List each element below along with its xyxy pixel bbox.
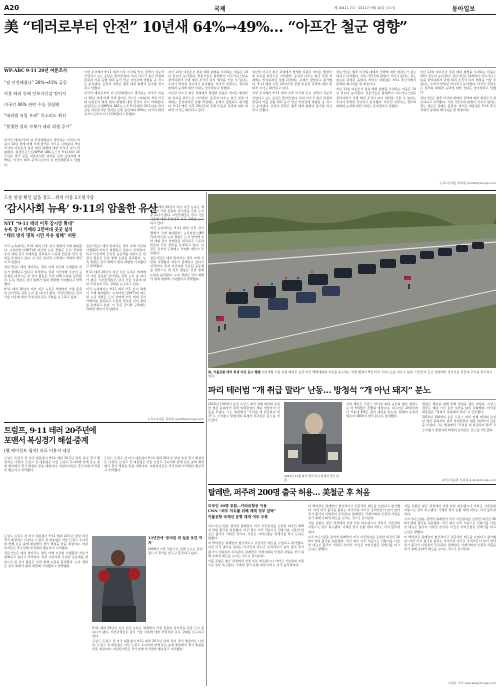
story2-sub-3: “테러 방지 명목 시민 자유 침해” 비판 — [4, 234, 77, 239]
story5-col-2-text-b: 카불 공항은 철군 과정에서 상당 부분 파손됐으나 카타르 기술팀의 지원으로 일부 복구됐다. 국제선 정기 운항 재개 여부는 아직 불투명하다. — [308, 521, 400, 534]
story5-byline: 이청아 기자 clearlee@donga.com — [447, 681, 496, 685]
story5-col-3 — [404, 504, 496, 678]
story4-col-3-text: 도널드 트럼프 전 미국 대통령이 9·11 테러 20주년 당일 복싱 경기 해설자로 나선다. 트럼프 전 대통령은 아들 트럼프 주니어와 함께 유료 중계 채널에서 경기 해설을 맡을 예정이다. 비판론자들은 추모일에 부적절한 행보라고 지적했다. — [4, 534, 88, 551]
top-kicker-line-3: 카불 테러 등에 안보자신감 떨어져 — [4, 91, 66, 96]
top-col-6-text: 지난 11일 여론조사 결과 테러 위협을 우려하는 비율은 10년 전보다 높아졌다. 전문가들은 탈레반이 아프가니스탄을 장악하면서 국제 테러 조직이 다시 세력을 키울 수 있다는 우려가 반영된 것이라고 분석했다. 미국인 상당수는 정부의 대테러 능력에 대한 신뢰도 낮아졌다고 답했다. — [420, 70, 496, 95]
story2-sub-1: NYT “9·11 테러 이후 감시망 확대” — [4, 222, 75, 227]
paper-name: 동아일보 — [452, 6, 476, 13]
page-number: A20 — [4, 4, 20, 12]
main-photo-caption-text: 지난 8월 카불 공항 테러로 숨진 미군 해병대원의 시신을 운구하는 차량 행렬이 9일 미국 고속도로를 지나고 있다. 시민들이 도로 양옆에서 성조기를 흔들며 고인을 추모하고 있다. — [208, 370, 493, 379]
story2-col-1-text: 미국 뉴욕에서는 9·11 테러 이후 감시 체계가 크게 확대됐다. 뉴욕타임스(NYT)에 따르면 뉴욕 경찰은 도시 전역에 수만 대의 감시 카메라를 설치하고 드론과 번호판 인식 장비를 운영하고 있다. 이 같은 감시망 구축에는 막대한 예산이 투입됐다. — [4, 244, 82, 265]
story2-col-2-text: 전문가들은 테러 방지라는 명목 아래 시민의 사생활과 자유가 침해되고 있다고 지적한다. 특히 이민자와 무슬림 공동체를 대상으로 한 감시 활동은 인권 침해 논란을 불러왔다. 뉴욕 경찰은 감시 체계가 범죄 예방에 기여했다고 반박했다. — [86, 244, 146, 269]
story3-col-2 — [346, 402, 418, 474]
story4-col-4 — [92, 626, 204, 684]
top-col-1-text: 미국인 테러로부터 더 안전해졌다고 생각하는 미국인 비율이 10년 전에 비해 크게 줄어든 것으로 나타났다. 9일 미국의 여론조사 결과 테러 위협에 대한 인식이 다시 악화됐다. 워싱턴포스트(WP)와 ABC뉴스가 9·11테러 20주년을 맞아 공동 여론조사한 결과를 보면 응답자의 49%는 미국이 테러 공격으로부터 더 안전해졌다고 답했다. — [4, 138, 80, 167]
story2-kicker: 드론 영상 확인 없을 정도…위대 비용 1조원가량 — [4, 196, 94, 201]
main-photo-caption-title: 美, 카불공항 테러 희생 미군 운구 행렬 — [208, 370, 261, 374]
boxing-photo-image — [92, 536, 146, 622]
story4-col-2 — [104, 456, 204, 532]
story4-photo-caption — [148, 536, 204, 622]
top-col-2 — [84, 70, 164, 186]
story3-col-1 — [208, 402, 280, 474]
column-divider — [206, 192, 207, 686]
top-col-2-text-b: 미국인 테러로부터 더 안전해졌다고 생각하는 미국인 비율이 10년 전에 비해 크게 줄어든 것으로 나타났다. 9일 미국의 여론조사 결과 테러 위협에 대한 인식이 다시 악화됐다. 워싱턴포스트(WP)와 ABC뉴스가 9·11테러 20주년을 맞아 공동 여론조사한 결과를 보면 응답자의 49%는 미국이 테러 공격으로부터 더 안전해졌다고 답했다. — [84, 91, 164, 116]
top-kicker-line-4: 미국인 46% 관련 수를 경험해 — [4, 102, 60, 107]
story2-col-3-text: 9·11 테러 20년이 지난 지금 뉴욕은 세계에서 가장 촘촘한 감시망을 갖춘 도시 중 하나가 됐다. 시민단체들은 감시 기술 사용에 대한 투명성과 감독 강화를 요구하고 있다. — [150, 205, 204, 226]
motorcade-photo-image — [208, 194, 496, 368]
masthead-rule — [4, 14, 496, 15]
story5-col-1-text-c: 카불 공항은 철군 과정에서 상당 부분 파손됐으나 카타르 기술팀의 지원으로 일부 복구됐다. 국제선 정기 운항 재개 여부는 아직 불투명하다. — [208, 558, 304, 567]
story2-byline: 뉴욕=유재동 특파원 jarrett@donga.com — [147, 417, 204, 421]
story4-photo — [92, 536, 146, 622]
story5-col-1 — [208, 524, 304, 684]
story2-col-3 — [150, 205, 204, 415]
story2-sub-2: 뉴욕 감시 카메라 2만여대 곳곳 설치 — [4, 228, 73, 233]
story5-head-rule — [208, 500, 496, 501]
top-col-3 — [168, 70, 248, 186]
top-col-6 — [420, 70, 496, 180]
story4-headline — [4, 426, 204, 446]
story3-col-1-text: 2015년 130명이 숨진 프랑스 파리 연쇄 테러의 유일한 생존 용의자인 살라 압데슬람이 재판 첫날부터 난동을 부렸다. 그는 법정에서 “우리를 개 취급하지 말라”고 소리쳤고 방청석의 희생자 유족들은 분노를 터뜨렸다. — [208, 402, 280, 423]
story5-sub-3: 카불공항 국제선 운항 재개 여부 주목 — [208, 514, 268, 519]
story5-col-2-text-c: 아프가니스탄을 장악한 탈레반이 미국 시민권자를 포함한 외국인 200여 명의 출국을 허용했다. 미군 철수 이후 처음으로 민항기를 이용한 대규모 출국이 이뤄진 것이다. 이들은 카타르항공 전세기를 타고 도하로 향했다. — [308, 534, 400, 551]
story2-col-1-text-b: 전문가들은 테러 방지라는 명목 아래 시민의 사생활과 자유가 침해되고 있다고 지적한다. 특히 이민자와 무슬림 공동체를 대상으로 한 감시 활동은 인권 침해 논란을 불러왔다. 뉴욕 경찰은 감시 체계가 범죄 예방에 기여했다고 반박했다. — [4, 265, 82, 286]
top-headline-rule — [4, 67, 496, 68]
story4-col-3 — [4, 534, 88, 684]
story4-headline-1: 트럼프, 9·11 테러 20주년에 — [4, 426, 96, 435]
top-col-3-text: 지난 11일 여론조사 결과 테러 위협을 우려하는 비율은 10년 전보다 높아졌다. 전문가들은 탈레반이 아프가니스탄을 장악하면서 국제 테러 조직이 다시 세력을 키울 수 있다는 우려가 반영된 것이라고 분석했다. 미국인 상당수는 정부의 대테러 능력에 대한 신뢰도 낮아졌다고 답했다. — [168, 70, 248, 91]
story3-photo — [284, 402, 342, 472]
story3-head-rule — [208, 399, 496, 400]
top-kicker-line-1: WP-ABC 9·11 20년 여론조사 — [4, 69, 68, 74]
story4-top-rule — [4, 422, 204, 423]
issue-date: 제 16411 7호 · 2021년 9월 10일 금요일 — [334, 6, 396, 10]
main-photo — [208, 194, 496, 368]
story3-col-3 — [422, 402, 496, 474]
top-col-4-text-b: 이번 조사에서 9·11 테러 이후 미국의 안보 정책이 성공적이었다고 보는 응답은 줄어들었다. 특히 아프간 철군 과정의 혼란과 카불 공항 테러 등이 안보 자신감에 영향을 준 것으로 분석됐다. 응답자 과반은 향후 테러 위협이 증가할 것이라고 답했다. — [252, 91, 332, 112]
section-label: 국제 — [214, 6, 226, 13]
story5-col-1-text-b: 미 백악관은 탈레반이 협조적이고 전문적인 태도를 보였다고 평가했다. 다만 아직 출국을 원하는 미국인과 아프간 조력자들이 남아 있어 추가 출국이 이뤄질지 주목된다. 탈레반은 국제사회의 인정과 지원을 얻기 위해 유화적 태도를 보이는 것으로 분석된다. — [208, 541, 304, 558]
top-kicker-line-2: “잠 안전해졌다” 28%→41% 급증 — [4, 80, 67, 85]
story3-col-2-text: 이번 재판은 프랑스 역사상 최대 규모의 형사 재판으로 약 9개월간 진행될 예정이다. 피고인은 20명이며 이 가운데 6명은 궐석 재판을 받는다. 희생자 유족과 생존자 1800여 명이 원고로 참여했다. — [346, 402, 418, 419]
top-kicker-line-5: “테러범 유입 우려” 목소리도 확산 — [4, 113, 67, 118]
top-col-2-text: 이번 조사에서 9·11 테러 이후 미국의 안보 정책이 성공적이었다고 보는 응답은 줄어들었다. 특히 아프간 철군 과정의 혼란과 카불 공항 테러 등이 안보 자신감에 영향을 준 것으로 분석됐다. 응답자 과반은 향후 테러 위협이 증가할 것이라고 답했다. — [84, 70, 164, 91]
story4-col-4-text: 9·11 테러 20년이 지난 지금 뉴욕은 세계에서 가장 촘촘한 감시망을 갖춘 도시 중 하나가 됐다. 시민단체들은 감시 기술 사용에 대한 투명성과 감독 강화를 요구하고 있다. — [92, 626, 204, 639]
top-kicker-line-6: “불행한 결과 자체가 테러 위협 증가” — [4, 124, 72, 129]
story4-headline-2: 포맨서 복싱경기 해설·중계 — [4, 436, 88, 445]
top-col-1 — [4, 138, 80, 188]
story3-col-3-text-b: 2015년 130명이 숨진 프랑스 파리 연쇄 테러의 유일한 생존 용의자인 살라 압데슬람이 재판 첫날부터 난동을 부렸다. 그는 법정에서 “우리를 개 취급하지 말라”고 소리쳤고 방청석의 희생자 유족들은 분노를 터뜨렸다. — [422, 415, 496, 432]
story3-bottom-rule — [208, 484, 496, 485]
top-col-3-text-b: 지난달 아프간 철군 과정에서 발생한 혼란은 바이든 행정부의 지지율 하락으로 이어졌다. 응답자 다수는 철군 결정 자체에는 찬성하지만 실행 과정에는 문제가 있었다고 평가했다. 9·11 테러 이후 20년간의 전쟁 비용과 성과에 대한 회의적 시각도 확산되고 있다. — [168, 91, 248, 112]
story5-col-3-text: 카불 공항은 철군 과정에서 상당 부분 파손됐으나 카타르 기술팀의 지원으로 일부 복구됐다. 국제선 정기 운항 재개 여부는 아직 불투명하다. — [404, 504, 496, 517]
story2-headline: ‘감시사회 뉴욕’ 9·11의 암울한 유산 — [4, 203, 158, 215]
story5-headline: 탈레반, 퍼주려 200명 출국 허용… 美철군 후 처음 — [208, 488, 370, 497]
story5-sub-2: CNN “외부 자유를 위해 제재 정부 압박” — [208, 509, 276, 514]
story4-col-3-text-b: 전문가들은 테러 방지라는 명목 아래 시민의 사생활과 자유가 침해되고 있다고 지적한다. 특히 이민자와 무슬림 공동체를 대상으로 한 감시 활동은 인권 침해 논란을 불러왔다. 뉴욕 경찰은 감시 체계가 범죄 예방에 기여했다고 반박했다. — [4, 551, 88, 568]
story4-photo-caption-text: 2008년 이후 처음으로 링에 오르는 홀리필드가 경기를 앞두고 훈련하고 있다. — [148, 547, 203, 556]
story4-sub: (웹 에이전트 협약) 유료 이용자 대상 — [4, 448, 71, 453]
story3-byline: 파리=김윤종 특파원 zozo@donga.com — [441, 478, 496, 482]
top-headline: 美 “테러로부터 안전” 10년새 64%→49%… “아프간 철군 영향” — [4, 19, 408, 36]
top-col-4 — [252, 70, 332, 186]
top-kicker — [4, 69, 80, 129]
top-col-5 — [336, 70, 416, 186]
story2-col-2 — [86, 244, 146, 418]
story2-col-2-text-c: 미국 뉴욕에서는 9·11 테러 이후 감시 체계가 크게 확대됐다. 뉴욕타임스(NYT)에 따르면 뉴욕 경찰은 도시 전역에 수만 대의 감시 카메라를 설치하고 드론과 번호판 인식 장비를 운영하고 있다. 이 같은 감시망 구축에는 막대한 예산이 투입됐다. — [86, 286, 146, 312]
main-photo-caption — [208, 370, 496, 384]
story5-col-2-text: 미 백악관은 탈레반이 협조적이고 전문적인 태도를 보였다고 평가했다. 다만 아직 출국을 원하는 미국인과 아프간 조력자들이 남아 있어 추가 출국이 이뤄질지 주목된다. 탈레반은 국제사회의 인정과 지원을 얻기 위해 유화적 태도를 보이는 것으로 분석된다. — [308, 504, 400, 521]
paris-memorial-image — [284, 402, 342, 472]
story5-col-3-text-b: 아프가니스탄을 장악한 탈레반이 미국 시민권자를 포함한 외국인 200여 명의 출국을 허용했다. 미군 철수 이후 처음으로 민항기를 이용한 대규모 출국이 이뤄진 것이다. 이들은 카타르항공 전세기를 타고 도하로 향했다. — [404, 517, 496, 534]
top-col-4-text: 지난달 아프간 철군 과정에서 발생한 혼란은 바이든 행정부의 지지율 하락으로 이어졌다. 응답자 다수는 철군 결정 자체에는 찬성하지만 실행 과정에는 문제가 있었다고 평가했다. 9·11 테러 이후 20년간의 전쟁 비용과 성과에 대한 회의적 시각도 확산되고 있다. — [252, 70, 332, 91]
story3-col-3-text: 법원은 재판을 위해 특별 법정을 새로 지었다. 프랑스 정부는 재판 기간 동안 보안을 대폭 강화했다. 마크롱 대통령은 “정의가 실현돼야 한다”고 강조했다. — [422, 402, 496, 415]
story5-subhead — [208, 504, 304, 520]
story2-col-1-text-c: 9·11 테러 20년이 지난 지금 뉴욕은 세계에서 가장 촘촘한 감시망을 갖춘 도시 중 하나가 됐다. 시민단체들은 감시 기술 사용에 대한 투명성과 감독 강화를 요구하고 있다. — [4, 286, 82, 300]
story2-col-2-text-b: 9·11 테러 20년이 지난 지금 뉴욕은 세계에서 가장 촘촘한 감시망을 갖춘 도시 중 하나가 됐다. 시민단체들은 감시 기술 사용에 대한 투명성과 감독 강화를 요구하고 있다. — [86, 269, 146, 286]
story2-col-3-text-c: 전문가들은 테러 방지라는 명목 아래 시민의 사생활과 자유가 침해되고 있다고 지적한다. 특히 이민자와 무슬림 공동체를 대상으로 한 감시 활동은 인권 침해 논란을 불러왔다. 뉴욕 경찰은 감시 체계가 범죄 예방에 기여했다고 반박했다. — [150, 256, 204, 281]
top-col-5-text: 전문가들은 향후 미국의 대테러 전략에 대한 재검토가 필요하다고 지적했다. 국내 극단주의 위협이 커지고 있다는 점도 새로운 과제로 꼽힌다. 바이든 대통령은 9·11 추모식에서 통합의 메시지를 낼 예정이다. — [336, 70, 416, 87]
story5-sub-1: 미국인 30명 포함…카타르항공 이용 — [208, 504, 267, 508]
story4-photo-caption-title: 13년만에 ‘준비된 쥐 일곱 웃던 여자’ — [148, 536, 203, 545]
story4-col-4-text-b: 도널드 트럼프 전 미국 대통령이 9·11 테러 20주년 당일 복싱 경기 해설자로 나선다. 트럼프 전 대통령은 아들 트럼프 주니어와 함께 유료 중계 채널에서 경기 해설을 맡을 예정이다. 비판론자들은 추모일에 부적절한 행보라고 지적했다. — [92, 639, 204, 652]
story5-col-2 — [308, 504, 400, 684]
story5-col-3-text-c: 미 백악관은 탈레반이 협조적이고 전문적인 태도를 보였다고 평가했다. 다만 아직 출국을 원하는 미국인과 아프간 조력자들이 남아 있어 추가 출국이 이뤄질지 주목된다. 탈레반은 국제사회의 인정과 지원을 얻기 위해 유화적 태도를 보이는 것으로 분석된다. — [404, 534, 496, 551]
story3-headline: 파리 테러범 “개 취급 말라” 난동… 방청석 “개 아닌 돼지” 분노 — [208, 386, 431, 396]
story2-col-1 — [4, 244, 82, 418]
story4-col-1-text: 도널드 트럼프 전 미국 대통령이 9·11 테러 20주년 당일 복싱 경기 해설자로 나선다. 트럼프 전 대통령은 아들 트럼프 주니어와 함께 유료 중계 채널에서 경기 해설을 맡을 예정이다. 비판론자들은 추모일에 부적절한 행보라고 지적했다. — [4, 456, 100, 473]
story2-col-3-text-b: 미국 뉴욕에서는 9·11 테러 이후 감시 체계가 크게 확대됐다. 뉴욕타임스(NYT)에 따르면 뉴욕 경찰은 도시 전역에 수만 대의 감시 카메라를 설치하고 드론과 번호판 인식 장비를 운영하고 있다. 이 같은 감시망 구축에는 막대한 예산이 투입됐다. — [150, 226, 204, 256]
story4-col-1 — [4, 456, 100, 532]
story4-col-2-text: 도널드 트럼프 전 미국 대통령이 9·11 테러 20주년 당일 복싱 경기 해설자로 나선다. 트럼프 전 대통령은 아들 트럼프 주니어와 함께 유료 중계 채널에서 경기 해설을 맡을 예정이다. 비판론자들은 추모일에 부적절한 행보라고 지적했다. — [104, 456, 204, 473]
top-byline: 뉴욕=유재동 특파원 jarrett@donga.com — [439, 181, 496, 185]
top-col-5-text-b: 지난 11일 여론조사 결과 테러 위협을 우려하는 비율은 10년 전보다 높아졌다. 전문가들은 탈레반이 아프가니스탄을 장악하면서 국제 테러 조직이 다시 세력을 키울 수 있다는 우려가 반영된 것이라고 분석했다. 미국인 상당수는 정부의 대테러 능력에 대한 신뢰도 낮아졌다고 답했다. — [336, 87, 416, 108]
story3-photo-caption: 2015년 11월 파리 테러 당시 희생자 추모 현장. — [284, 474, 339, 483]
story5-col-1-text: 아프가니스탄을 장악한 탈레반이 미국 시민권자를 포함한 외국인 200여 명의 출국을 허용했다. 미군 철수 이후 처음으로 민항기를 이용한 대규모 출국이 이뤄진 것이다. 이들은 카타르항공 전세기를 타고 도하로 향했다. — [208, 524, 304, 541]
top-section-rule — [4, 190, 496, 191]
top-col-6-text-b: 전문가들은 향후 미국의 대테러 전략에 대한 재검토가 필요하다고 지적했다. 국내 극단주의 위협이 커지고 있다는 점도 새로운 과제로 꼽힌다. 바이든 대통령은 9·11 추모식에서 통합의 메시지를 낼 예정이다. — [420, 95, 496, 112]
